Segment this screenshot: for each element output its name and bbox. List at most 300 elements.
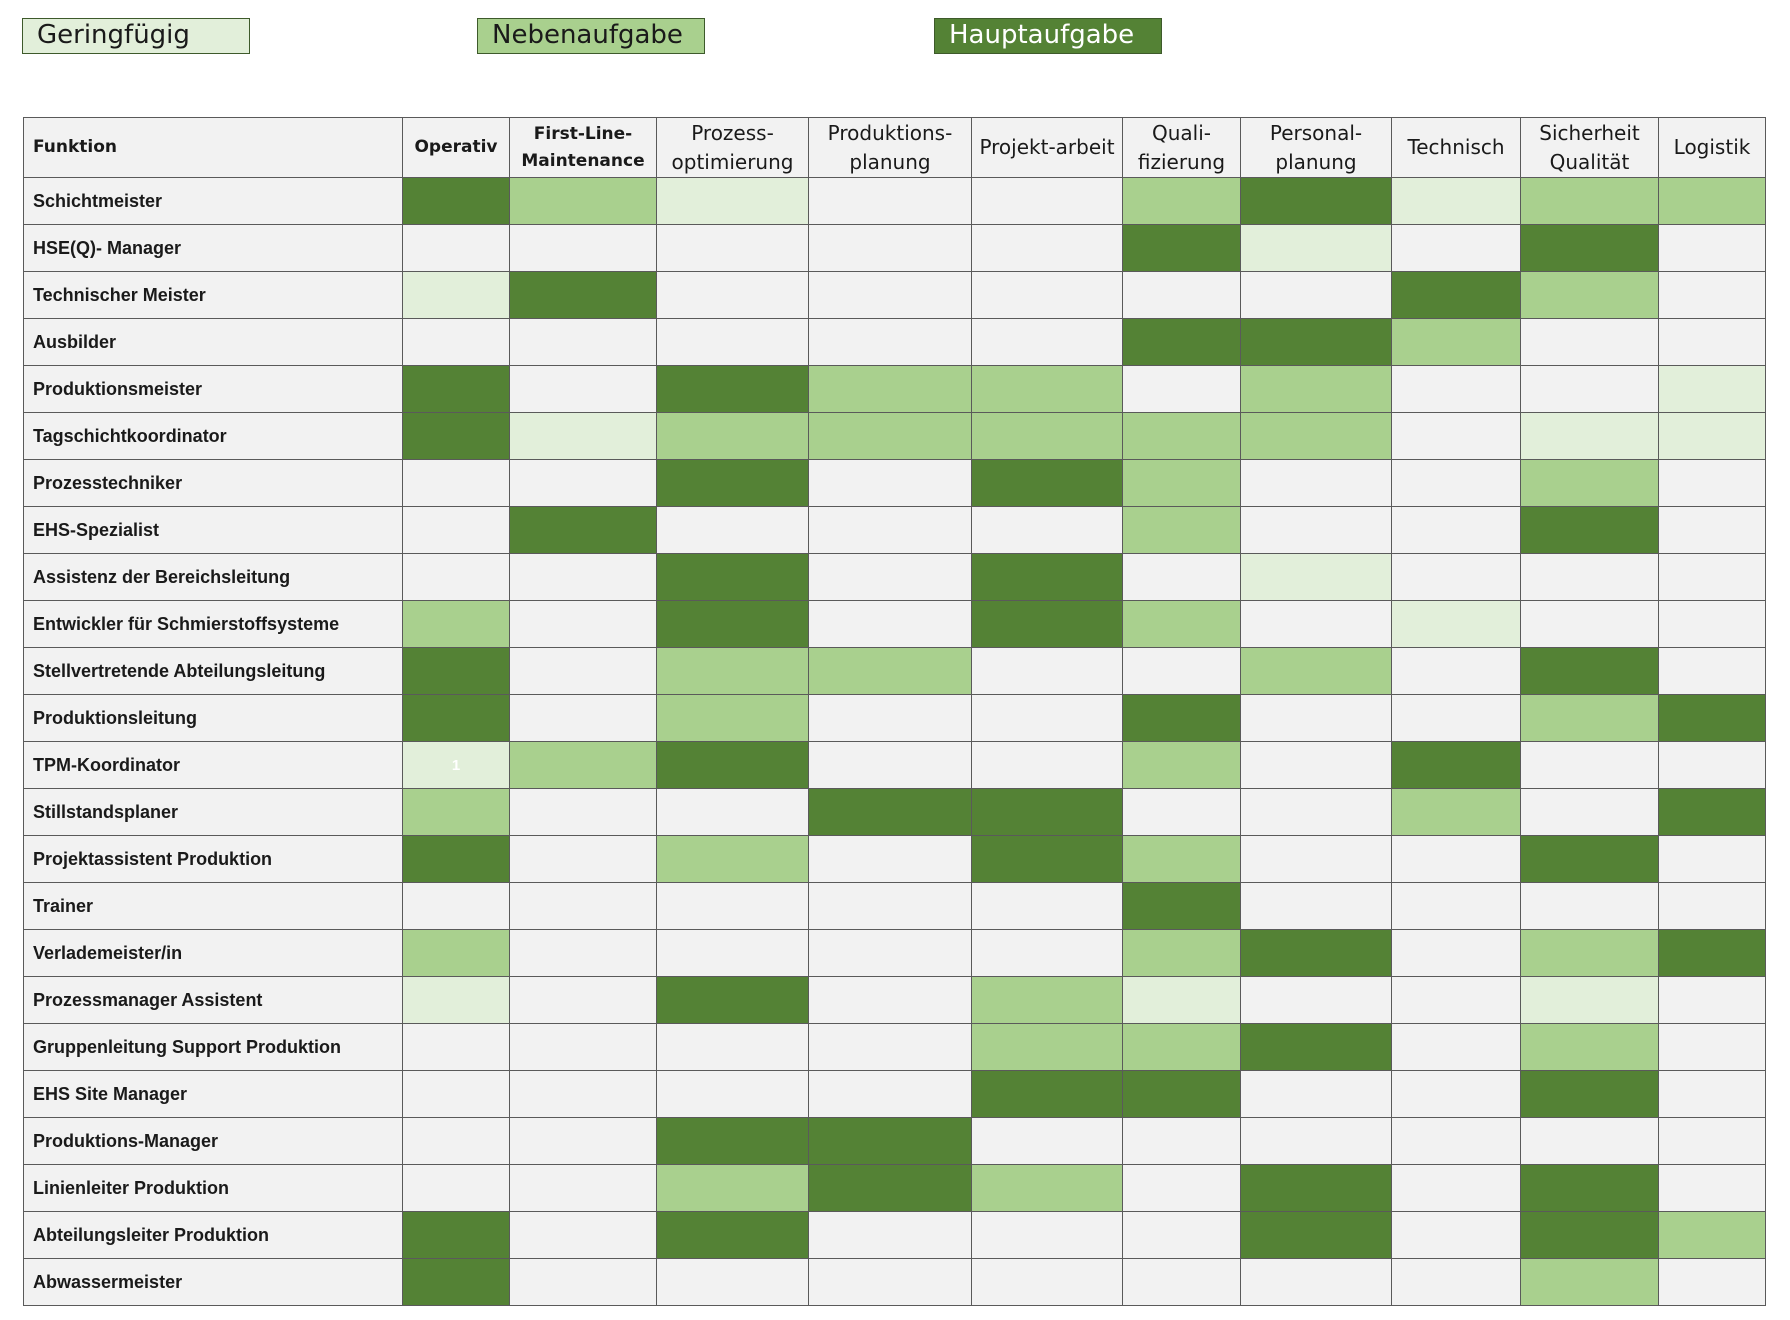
heat-cell <box>657 554 809 601</box>
heat-cell <box>1241 930 1392 977</box>
heat-cell <box>510 695 657 742</box>
heat-cell <box>809 272 972 319</box>
heat-cell <box>1521 648 1659 695</box>
heat-cell <box>657 1071 809 1118</box>
heat-cell <box>1392 366 1521 413</box>
heat-cell <box>1521 272 1659 319</box>
heat-cell <box>809 178 972 225</box>
heat-cell <box>1241 507 1392 554</box>
heat-cell <box>1123 1259 1241 1306</box>
heat-cell <box>510 1212 657 1259</box>
heat-cell <box>510 413 657 460</box>
row-label: EHS-Spezialist <box>24 507 403 554</box>
heat-cell <box>1241 1024 1392 1071</box>
heat-cell <box>1659 1259 1766 1306</box>
heat-cell <box>657 460 809 507</box>
heat-cell <box>510 178 657 225</box>
heat-cell <box>403 178 510 225</box>
heat-cell <box>1659 1212 1766 1259</box>
heat-cell <box>657 742 809 789</box>
heat-cell <box>657 366 809 413</box>
heat-cell <box>1659 1071 1766 1118</box>
heat-cell <box>403 319 510 366</box>
row-label: Assistenz der Bereichsleitung <box>24 554 403 601</box>
row-label: EHS Site Manager <box>24 1071 403 1118</box>
heat-cell <box>1392 413 1521 460</box>
heat-cell <box>1659 789 1766 836</box>
column-header: First-Line-Maintenance <box>510 118 657 178</box>
heat-cell <box>657 1024 809 1071</box>
heat-cell <box>403 1118 510 1165</box>
heat-cell <box>1123 1212 1241 1259</box>
row-label: Abteilungsleiter Produktion <box>24 1212 403 1259</box>
function-matrix <box>23 117 1766 1306</box>
heat-cell <box>1659 742 1766 789</box>
heat-cell <box>1123 178 1241 225</box>
heat-cell <box>1521 695 1659 742</box>
heat-cell <box>809 601 972 648</box>
table-row <box>24 319 1766 366</box>
heat-cell <box>1392 1212 1521 1259</box>
column-header: Prozess-optimierung <box>657 118 809 178</box>
heat-cell <box>1521 789 1659 836</box>
heat-cell <box>510 789 657 836</box>
heat-cell <box>657 1165 809 1212</box>
heat-cell <box>809 413 972 460</box>
heat-cell <box>510 930 657 977</box>
heat-cell <box>1392 1024 1521 1071</box>
heat-cell <box>809 1165 972 1212</box>
heat-cell <box>657 883 809 930</box>
heat-cell <box>657 1212 809 1259</box>
table-row <box>24 460 1766 507</box>
heat-cell <box>1659 460 1766 507</box>
heat-cell <box>1659 319 1766 366</box>
heat-cell <box>403 507 510 554</box>
row-label: Stellvertretende Abteilungsleitung <box>24 648 403 695</box>
heat-cell <box>1659 977 1766 1024</box>
heat-cell <box>1521 601 1659 648</box>
row-label: Produktionsleitung <box>24 695 403 742</box>
heat-cell <box>657 789 809 836</box>
heat-cell <box>510 1165 657 1212</box>
heat-cell <box>809 366 972 413</box>
table-row <box>24 836 1766 883</box>
heat-cell <box>1392 460 1521 507</box>
heat-cell <box>403 272 510 319</box>
heat-cell <box>657 1259 809 1306</box>
heat-cell <box>1521 1212 1659 1259</box>
heat-cell <box>1123 1165 1241 1212</box>
row-label: Technischer Meister <box>24 272 403 319</box>
heat-cell <box>510 1259 657 1306</box>
heat-cell <box>809 1024 972 1071</box>
heat-cell <box>403 1071 510 1118</box>
heat-cell <box>1241 836 1392 883</box>
heat-cell <box>1241 319 1392 366</box>
heat-cell <box>1659 883 1766 930</box>
heat-cell <box>1123 1024 1241 1071</box>
heat-cell <box>510 1118 657 1165</box>
heat-cell <box>972 225 1123 272</box>
heat-cell <box>972 272 1123 319</box>
row-label: Gruppenleitung Support Produktion <box>24 1024 403 1071</box>
heat-cell <box>510 1071 657 1118</box>
heat-cell <box>809 648 972 695</box>
heat-cell <box>657 930 809 977</box>
heat-cell <box>403 1024 510 1071</box>
row-label: Produktionsmeister <box>24 366 403 413</box>
heat-cell <box>1392 507 1521 554</box>
heat-cell <box>1241 1118 1392 1165</box>
table-row <box>24 695 1766 742</box>
heat-cell <box>1392 648 1521 695</box>
heat-cell <box>972 1024 1123 1071</box>
heat-cell <box>657 836 809 883</box>
heat-cell <box>1659 554 1766 601</box>
heat-cell <box>1241 1165 1392 1212</box>
heat-cell <box>972 695 1123 742</box>
row-label: Trainer <box>24 883 403 930</box>
heat-cell <box>510 1024 657 1071</box>
heat-cell <box>972 366 1123 413</box>
heat-cell <box>403 648 510 695</box>
heat-cell <box>1123 789 1241 836</box>
heat-cell <box>972 1259 1123 1306</box>
heat-cell <box>1123 319 1241 366</box>
heat-cell <box>1521 507 1659 554</box>
heat-cell <box>1521 1071 1659 1118</box>
heat-cell <box>1659 648 1766 695</box>
heat-cell <box>403 883 510 930</box>
heat-cell <box>1241 977 1392 1024</box>
heat-cell <box>1241 366 1392 413</box>
heat-cell <box>1392 178 1521 225</box>
heat-cell <box>1521 366 1659 413</box>
heat-cell <box>809 1071 972 1118</box>
heat-cell <box>1123 272 1241 319</box>
heat-cell <box>1659 930 1766 977</box>
row-label: Abwassermeister <box>24 1259 403 1306</box>
heat-cell <box>972 1118 1123 1165</box>
table-row <box>24 413 1766 460</box>
heat-cell <box>1123 366 1241 413</box>
column-header: Technisch <box>1392 118 1521 178</box>
legend-hauptaufgabe: Hauptaufgabe <box>934 18 1162 54</box>
heat-cell <box>972 554 1123 601</box>
heat-cell <box>809 883 972 930</box>
table-row <box>24 554 1766 601</box>
heat-cell <box>972 930 1123 977</box>
heat-cell <box>1521 1165 1659 1212</box>
heat-cell <box>1521 1118 1659 1165</box>
heat-cell <box>972 1212 1123 1259</box>
legend-geringfuegig: Geringfügig <box>22 18 250 54</box>
heat-cell <box>657 319 809 366</box>
table-row <box>24 1212 1766 1259</box>
heat-cell <box>1659 601 1766 648</box>
heat-cell <box>1659 1118 1766 1165</box>
heat-cell <box>1521 742 1659 789</box>
heat-cell <box>1392 1259 1521 1306</box>
heat-cell <box>1392 272 1521 319</box>
heat-cell <box>809 507 972 554</box>
row-label: Stillstandsplaner <box>24 789 403 836</box>
heat-cell <box>1521 319 1659 366</box>
heat-cell <box>1521 460 1659 507</box>
table-row <box>24 225 1766 272</box>
row-label: Tagschichtkoordinator <box>24 413 403 460</box>
heat-cell <box>972 178 1123 225</box>
column-header: Sicherheit Qualität <box>1521 118 1659 178</box>
heat-cell <box>1241 789 1392 836</box>
heat-cell <box>510 554 657 601</box>
heat-cell <box>809 1259 972 1306</box>
heat-cell <box>403 1165 510 1212</box>
heat-cell <box>809 1212 972 1259</box>
heat-cell <box>1392 789 1521 836</box>
heat-cell <box>657 1118 809 1165</box>
heat-cell <box>1392 554 1521 601</box>
heat-cell <box>1392 1071 1521 1118</box>
heat-cell <box>972 742 1123 789</box>
heat-cell <box>1659 695 1766 742</box>
heat-cell <box>403 930 510 977</box>
heat-cell <box>1659 272 1766 319</box>
heat-cell <box>1241 554 1392 601</box>
heat-cell <box>657 272 809 319</box>
heat-cell <box>510 648 657 695</box>
heat-cell <box>510 742 657 789</box>
heat-cell <box>1123 507 1241 554</box>
heat-cell <box>1392 1165 1521 1212</box>
heat-cell <box>510 319 657 366</box>
heat-cell <box>809 554 972 601</box>
heat-cell <box>1241 178 1392 225</box>
heat-cell <box>809 930 972 977</box>
heat-cell <box>403 601 510 648</box>
heat-cell <box>1241 648 1392 695</box>
heat-cell <box>1521 836 1659 883</box>
legend-nebenaufgabe: Nebenaufgabe <box>477 18 705 54</box>
heat-cell <box>403 225 510 272</box>
heat-cell: 1 <box>403 742 510 789</box>
heat-cell <box>1123 225 1241 272</box>
row-label: Verlademeister/in <box>24 930 403 977</box>
heat-cell <box>1241 272 1392 319</box>
heat-cell <box>1241 742 1392 789</box>
heat-cell <box>1392 225 1521 272</box>
heat-cell <box>1659 366 1766 413</box>
heat-cell <box>972 648 1123 695</box>
heat-cell <box>510 836 657 883</box>
heat-cell <box>809 742 972 789</box>
heat-cell <box>510 977 657 1024</box>
table-row <box>24 601 1766 648</box>
heat-cell <box>510 883 657 930</box>
heat-cell <box>972 883 1123 930</box>
row-label: Prozesstechniker <box>24 460 403 507</box>
table-row <box>24 930 1766 977</box>
heat-cell <box>1123 742 1241 789</box>
heat-cell <box>1392 977 1521 1024</box>
heat-cell <box>809 789 972 836</box>
heat-cell <box>1123 648 1241 695</box>
heat-cell <box>809 1118 972 1165</box>
table-row <box>24 742 1766 789</box>
heat-cell <box>1123 836 1241 883</box>
heat-cell <box>809 977 972 1024</box>
heat-cell <box>1392 1118 1521 1165</box>
column-header: Projekt-arbeit <box>972 118 1123 178</box>
heat-cell <box>972 507 1123 554</box>
heat-cell <box>972 601 1123 648</box>
heat-cell <box>809 695 972 742</box>
heat-cell <box>972 789 1123 836</box>
heat-cell <box>510 272 657 319</box>
heat-cell <box>972 836 1123 883</box>
table-row <box>24 977 1766 1024</box>
heat-cell <box>1659 225 1766 272</box>
heat-cell <box>1241 1071 1392 1118</box>
heat-cell <box>657 601 809 648</box>
heat-cell <box>972 319 1123 366</box>
heat-cell <box>657 648 809 695</box>
heat-cell <box>1392 695 1521 742</box>
heat-cell <box>1521 930 1659 977</box>
heat-cell <box>1659 1024 1766 1071</box>
heat-cell <box>403 695 510 742</box>
heat-cell <box>1241 413 1392 460</box>
heat-cell <box>1123 413 1241 460</box>
header-funktion: Funktion <box>24 118 403 178</box>
heat-cell <box>1659 413 1766 460</box>
heat-cell <box>403 554 510 601</box>
heat-cell <box>1521 1024 1659 1071</box>
heat-cell <box>972 413 1123 460</box>
row-label: Schichtmeister <box>24 178 403 225</box>
column-header: Operativ <box>403 118 510 178</box>
table-row <box>24 178 1766 225</box>
heat-cell <box>1241 883 1392 930</box>
column-header: Logistik <box>1659 118 1766 178</box>
heat-cell <box>972 1165 1123 1212</box>
heat-cell <box>510 366 657 413</box>
table-row <box>24 883 1766 930</box>
heat-cell <box>403 836 510 883</box>
heat-cell <box>1241 225 1392 272</box>
row-label: Produktions-Manager <box>24 1118 403 1165</box>
heat-cell <box>657 695 809 742</box>
heat-cell <box>809 319 972 366</box>
heat-cell <box>1241 1259 1392 1306</box>
heat-cell <box>403 1259 510 1306</box>
heat-cell <box>1521 554 1659 601</box>
heat-cell <box>1123 460 1241 507</box>
heat-cell <box>1123 1118 1241 1165</box>
heat-cell <box>657 977 809 1024</box>
heat-cell <box>1392 836 1521 883</box>
heat-cell <box>403 366 510 413</box>
heat-cell <box>1123 883 1241 930</box>
table-row <box>24 789 1766 836</box>
row-label: Projektassistent Produktion <box>24 836 403 883</box>
heat-cell <box>510 460 657 507</box>
row-label: Entwickler für Schmierstoffsysteme <box>24 601 403 648</box>
heat-cell <box>809 225 972 272</box>
row-label: Prozessmanager Assistent <box>24 977 403 1024</box>
heat-cell <box>1392 742 1521 789</box>
table-row <box>24 1259 1766 1306</box>
row-label: HSE(Q)- Manager <box>24 225 403 272</box>
heat-cell <box>1241 695 1392 742</box>
table-row <box>24 1024 1766 1071</box>
row-label: TPM-Koordinator <box>24 742 403 789</box>
row-label: Ausbilder <box>24 319 403 366</box>
heat-cell <box>510 507 657 554</box>
heat-cell <box>1241 601 1392 648</box>
table-row <box>24 272 1766 319</box>
heat-cell <box>1392 319 1521 366</box>
heat-cell <box>1123 1071 1241 1118</box>
table-row <box>24 507 1766 554</box>
heat-cell <box>1659 1165 1766 1212</box>
heat-cell <box>1659 836 1766 883</box>
heat-cell <box>1392 883 1521 930</box>
heat-cell <box>1521 225 1659 272</box>
heat-cell <box>657 413 809 460</box>
column-header: Personal-planung <box>1241 118 1392 178</box>
heat-cell <box>1123 930 1241 977</box>
table-row <box>24 1071 1766 1118</box>
heat-cell <box>972 977 1123 1024</box>
heat-cell <box>972 1071 1123 1118</box>
heat-cell <box>1241 1212 1392 1259</box>
heat-cell <box>1123 695 1241 742</box>
heat-cell <box>1392 601 1521 648</box>
heat-cell <box>657 507 809 554</box>
heat-cell <box>1392 930 1521 977</box>
heat-cell <box>1521 1259 1659 1306</box>
heat-cell <box>403 1212 510 1259</box>
heat-cell <box>809 836 972 883</box>
heat-cell <box>809 460 972 507</box>
heat-cell <box>1659 178 1766 225</box>
heat-cell <box>972 460 1123 507</box>
heat-cell <box>1241 460 1392 507</box>
table-row <box>24 1165 1766 1212</box>
heat-cell <box>403 977 510 1024</box>
heat-cell <box>1123 554 1241 601</box>
heat-cell <box>403 413 510 460</box>
table-row <box>24 1118 1766 1165</box>
table-row <box>24 648 1766 695</box>
heat-cell <box>1521 977 1659 1024</box>
heat-cell <box>403 789 510 836</box>
heat-cell <box>1521 413 1659 460</box>
heat-cell <box>1521 178 1659 225</box>
heat-cell <box>1123 977 1241 1024</box>
heat-cell <box>1123 601 1241 648</box>
heat-cell <box>657 178 809 225</box>
column-header: Quali-fizierung <box>1123 118 1241 178</box>
row-label: Linienleiter Produktion <box>24 1165 403 1212</box>
table-row <box>24 366 1766 413</box>
heat-cell <box>510 225 657 272</box>
heat-cell <box>657 225 809 272</box>
heat-cell <box>403 460 510 507</box>
heat-cell <box>1659 507 1766 554</box>
